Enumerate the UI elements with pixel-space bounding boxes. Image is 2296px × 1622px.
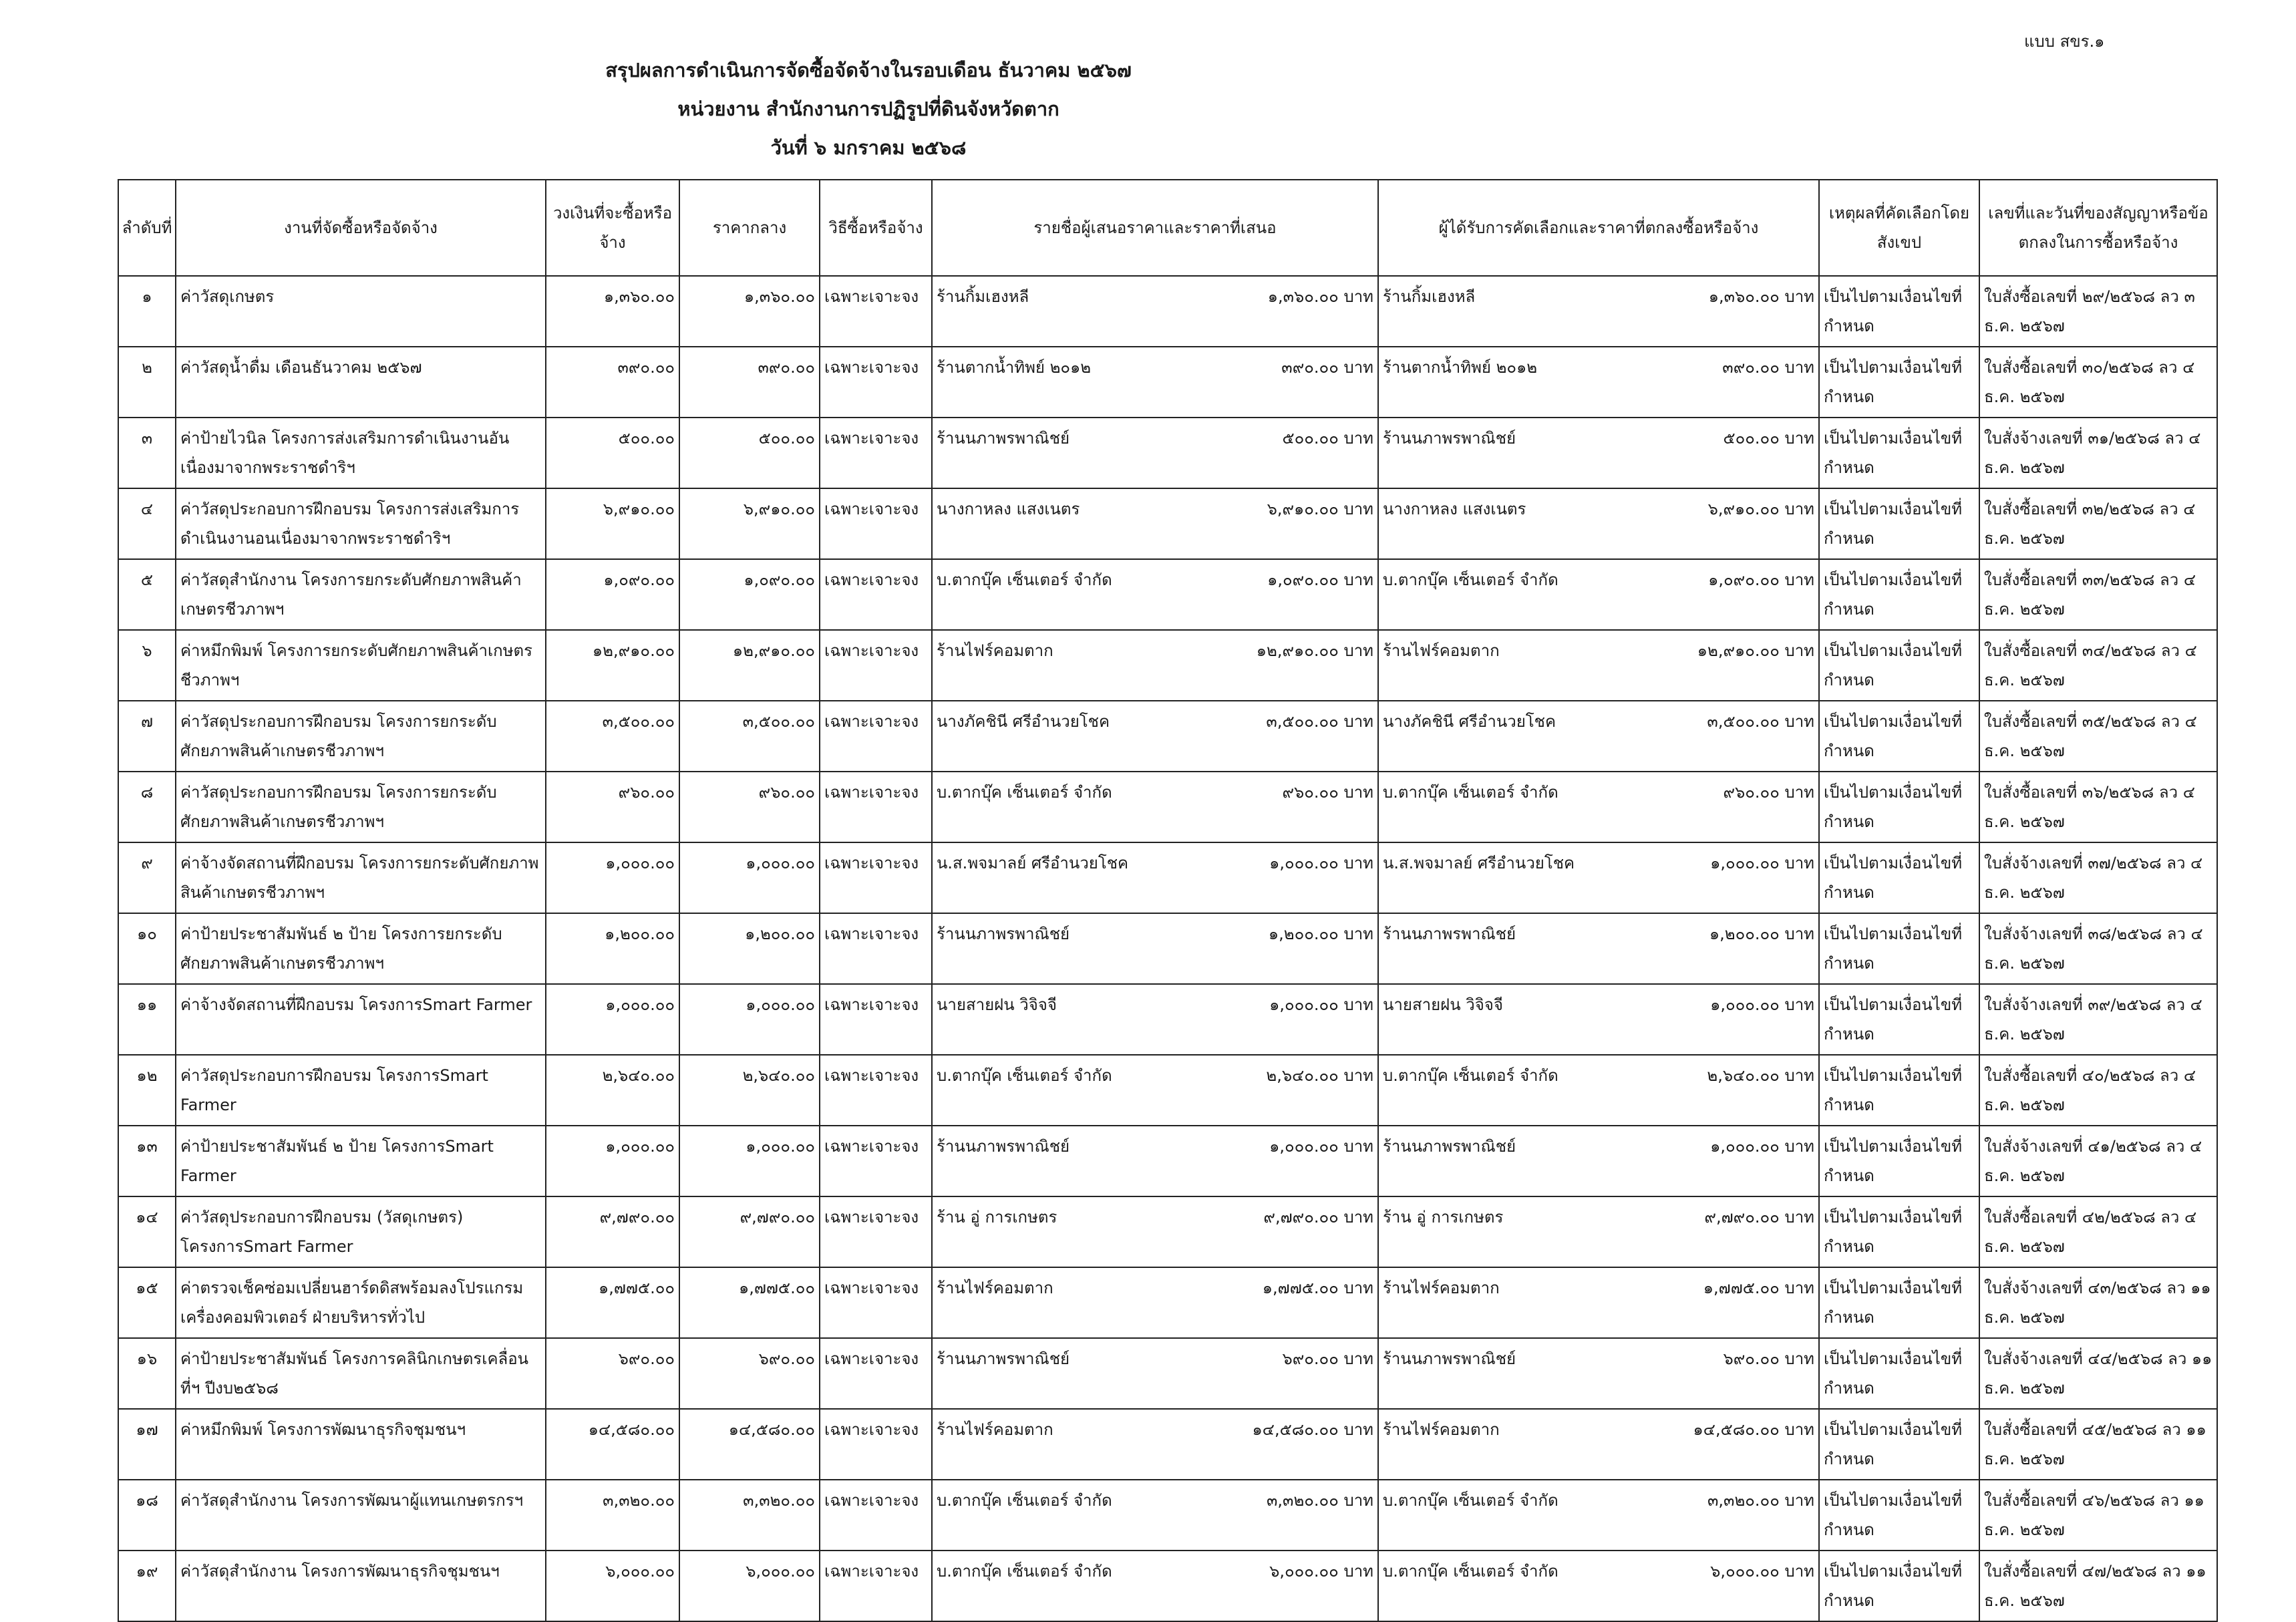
row-winner-cell [1378,1267,1819,1338]
row-winner: ร้านนภาพรพาณิชย์ [1383,1137,1516,1156]
col-header-no: ลำดับที่ [118,180,176,276]
row-winner: ร้านไฟร์คอมตาก [1383,1279,1500,1297]
table-row [118,1480,2217,1551]
row-bid-price: ๕๐๐.๐๐ บาท [1282,429,1373,448]
row-budget: ๑,๐๐๐.๐๐ [546,984,679,1055]
row-no: ๗ [118,701,176,772]
row-winner: ร้านนภาพรพาณิชย์ [1383,925,1516,943]
row-winner: ร้านไฟร์คอมตาก [1383,641,1500,660]
row-winner-cell [1378,418,1819,488]
row-item: ค่าวัสดุเกษตร [176,276,546,347]
row-bidder: น.ส.พจมาลย์ ศรีอำนวยโชค [937,854,1129,872]
table-row [118,984,2217,1055]
row-contract: ใบสั่งซื้อเลขที่ ๔๐/๒๕๖๘ ลว ๔ ธ.ค. ๒๕๖๗ [1979,1055,2217,1126]
row-median: ๓,๓๒๐.๐๐ [679,1480,820,1551]
document-title: สรุปผลการดำเนินการจัดซื้อจัดจ้างในรอบเดือน ธันวาคม ๒๕๖๗ [605,59,1132,82]
row-winner: ร้านนภาพรพาณิชย์ [1383,429,1516,448]
row-bid-price: ๑๒,๙๑๐.๐๐ บาท [1256,641,1373,660]
row-winner: นางภัคชินี ศรีอำนวยโชค [1383,712,1556,731]
row-item: ค่าวัสดุประกอบการฝึกอบรม โครงการส่งเสริมการดำเนินงานอนเนื่องมาจากพระราชดำริฯ [176,488,546,559]
row-win-price: ๑,๐๐๐.๐๐ บาท [1710,1137,1814,1156]
row-bidder-cell [932,984,1378,1055]
row-reason: เป็นไปตามเงื่อนไขที่กำหนด [1819,1338,1979,1409]
row-win-price: ๙,๗๙๐.๐๐ บาท [1704,1208,1814,1227]
row-median: ๑,๐๙๐.๐๐ [679,559,820,630]
row-contract: ใบสั่งซื้อเลขที่ ๓๖/๒๕๖๘ ลว ๔ ธ.ค. ๒๕๖๗ [1979,772,2217,842]
row-bid-price: ๖,๙๑๐.๐๐ บาท [1267,500,1373,518]
row-bid-price: ๑,๐๐๐.๐๐ บาท [1269,854,1373,872]
row-method: เฉพาะเจาะจง [820,1196,932,1267]
row-median: ๒,๖๔๐.๐๐ [679,1055,820,1126]
row-bidder-cell [932,1409,1378,1480]
table-row [118,1409,2217,1480]
row-bid-price: ๑,๐๐๐.๐๐ บาท [1269,995,1373,1014]
row-no: ๑๗ [118,1409,176,1480]
row-winner-cell [1378,488,1819,559]
row-item: ค่าหมึกพิมพ์ โครงการพัฒนาธุรกิจชุมชนฯ [176,1409,546,1480]
row-bid-price: ๑๔,๕๘๐.๐๐ บาท [1252,1420,1373,1439]
row-budget: ๑,๐๐๐.๐๐ [546,1126,679,1196]
row-contract: ใบสั่งซื้อเลขที่ ๔๖/๒๕๖๘ ลว ๑๑ ธ.ค. ๒๕๖๗ [1979,1480,2217,1551]
row-contract: ใบสั่งจ้างเลขที่ ๔๑/๒๕๖๘ ลว ๔ ธ.ค. ๒๕๖๗ [1979,1126,2217,1196]
row-method: เฉพาะเจาะจง [820,1267,932,1338]
row-budget: ๓,๓๒๐.๐๐ [546,1480,679,1551]
row-budget: ๑,๐๐๐.๐๐ [546,842,679,913]
row-item: ค่าวัสดุประกอบการฝึกอบรม โครงการยกระดับศักยภาพสินค้าเกษตรชีวภาพฯ [176,772,546,842]
row-reason: เป็นไปตามเงื่อนไขที่กำหนด [1819,1055,1979,1126]
row-bidder-cell [932,559,1378,630]
row-bid-price: ๖๙๐.๐๐ บาท [1282,1349,1373,1368]
row-median: ๑,๐๐๐.๐๐ [679,842,820,913]
row-bidder-cell [932,276,1378,347]
row-budget: ๙๖๐.๐๐ [546,772,679,842]
table-row [118,488,2217,559]
col-header-bidders: รายชื่อผู้เสนอราคาและราคาที่เสนอ [932,180,1378,276]
row-no: ๑๘ [118,1480,176,1551]
row-win-price: ๓๙๐.๐๐ บาท [1722,358,1814,377]
row-bidder-cell [932,1055,1378,1126]
row-median: ๓๙๐.๐๐ [679,347,820,418]
row-contract: ใบสั่งซื้อเลขที่ ๔๕/๒๕๖๘ ลว ๑๑ ธ.ค. ๒๕๖๗ [1979,1409,2217,1480]
row-win-price: ๖,๙๑๐.๐๐ บาท [1707,500,1814,518]
row-no: ๑๖ [118,1338,176,1409]
row-item: ค่าจ้างจัดสถานที่ฝึกอบรม โครงการยกระดับศักยภาพสินค้าเกษตรชีวภาพฯ [176,842,546,913]
row-contract: ใบสั่งจ้างเลขที่ ๓๘/๒๕๖๘ ลว ๔ ธ.ค. ๒๕๖๗ [1979,913,2217,984]
row-bid-price: ๙๖๐.๐๐ บาท [1282,783,1373,802]
col-header-reason: เหตุผลที่คัดเลือกโดยสังเขป [1819,180,1979,276]
row-median: ๑,๐๐๐.๐๐ [679,984,820,1055]
row-win-price: ๑,๒๐๐.๐๐ บาท [1709,925,1814,943]
row-reason: เป็นไปตามเงื่อนไขที่กำหนด [1819,559,1979,630]
row-reason: เป็นไปตามเงื่อนไขที่กำหนด [1819,418,1979,488]
row-winner: น.ส.พจมาลย์ ศรีอำนวยโชค [1383,854,1575,872]
row-win-price: ๖๙๐.๐๐ บาท [1723,1349,1814,1368]
row-method: เฉพาะเจาะจง [820,630,932,701]
row-median: ๙,๗๙๐.๐๐ [679,1196,820,1267]
col-header-contract: เลขที่และวันที่ของสัญญาหรือข้อตกลงในการซื้อหรือจ้าง [1979,180,2217,276]
row-winner-cell [1378,1338,1819,1409]
table-row [118,1267,2217,1338]
row-budget: ๑,๒๐๐.๐๐ [546,913,679,984]
row-bidder-cell [932,842,1378,913]
row-bid-price: ๑,๓๖๐.๐๐ บาท [1267,287,1373,306]
row-reason: เป็นไปตามเงื่อนไขที่กำหนด [1819,1267,1979,1338]
row-winner-cell [1378,1551,1819,1621]
row-bidder-cell [932,347,1378,418]
row-method: เฉพาะเจาะจง [820,842,932,913]
row-no: ๑๑ [118,984,176,1055]
row-method: เฉพาะเจาะจง [820,913,932,984]
row-reason: เป็นไปตามเงื่อนไขที่กำหนด [1819,1409,1979,1480]
row-bidder: ร้านนภาพรพาณิชย์ [937,1349,1070,1368]
row-win-price: ๑,๗๗๕.๐๐ บาท [1703,1279,1814,1297]
row-median: ๕๐๐.๐๐ [679,418,820,488]
table-row [118,1551,2217,1621]
row-item: ค่าวัสดุน้ำดื่ม เดือนธันวาคม ๒๕๖๗ [176,347,546,418]
row-bid-price: ๑,๒๐๐.๐๐ บาท [1268,925,1373,943]
row-no: ๑ [118,276,176,347]
row-bidder: ร้านนภาพรพาณิชย์ [937,429,1070,448]
row-bidder: บ.ตากบุ๊ค เซ็นเตอร์ จำกัด [937,571,1112,589]
row-contract: ใบสั่งซื้อเลขที่ ๓๐/๒๕๖๘ ลว ๔ ธ.ค. ๒๕๖๗ [1979,347,2217,418]
row-budget: ๙,๗๙๐.๐๐ [546,1196,679,1267]
row-winner-cell [1378,1480,1819,1551]
row-item: ค่าป้ายไวนิล โครงการส่งเสริมการดำเนินงานอันเนื่องมาจากพระราชดำริฯ [176,418,546,488]
row-bidder: ร้าน อู่ การเกษตร [937,1208,1057,1227]
row-winner-cell [1378,559,1819,630]
row-item: ค่าวัสดุประกอบการฝึกอบรม โครงการSmart Farmer [176,1055,546,1126]
row-no: ๖ [118,630,176,701]
row-contract: ใบสั่งซื้อเลขที่ ๓๓/๒๕๖๘ ลว ๔ ธ.ค. ๒๕๖๗ [1979,559,2217,630]
row-budget: ๖,๙๑๐.๐๐ [546,488,679,559]
row-contract: ใบสั่งจ้างเลขที่ ๓๗/๒๕๖๘ ลว ๔ ธ.ค. ๒๕๖๗ [1979,842,2217,913]
row-contract: ใบสั่งจ้างเลขที่ ๔๔/๒๕๖๘ ลว ๑๑ ธ.ค. ๒๕๖๗ [1979,1338,2217,1409]
row-item: ค่าวัสดุสำนักงาน โครงการพัฒนาธุรกิจชุมชนฯ [176,1551,546,1621]
table-row [118,842,2217,913]
row-contract: ใบสั่งซื้อเลขที่ ๓๒/๒๕๖๘ ลว ๔ ธ.ค. ๒๕๖๗ [1979,488,2217,559]
row-method: เฉพาะเจาะจง [820,984,932,1055]
row-winner: นางกาหลง แสงเนตร [1383,500,1526,518]
row-contract: ใบสั่งจ้างเลขที่ ๓๑/๒๕๖๘ ลว ๔ ธ.ค. ๒๕๖๗ [1979,418,2217,488]
row-winner: บ.ตากบุ๊ค เซ็นเตอร์ จำกัด [1383,1491,1559,1510]
row-bidder: บ.ตากบุ๊ค เซ็นเตอร์ จำกัด [937,783,1112,802]
row-bid-price: ๖,๐๐๐.๐๐ บาท [1269,1562,1373,1581]
row-item: ค่าวัสดุประกอบการฝึกอบรม โครงการยกระดับศักยภาพสินค้าเกษตรชีวภาพฯ [176,701,546,772]
table-row [118,347,2217,418]
row-winner-cell [1378,1055,1819,1126]
row-bidder-cell [932,1126,1378,1196]
row-reason: เป็นไปตามเงื่อนไขที่กำหนด [1819,347,1979,418]
row-item: ค่าตรวจเช็คซ่อมเปลี่ยนฮาร์ดดิสพร้อมลงโปรแกรมเครื่องคอมพิวเตอร์ ฝ่ายบริหารทั่วไป [176,1267,546,1338]
date-line: วันที่ ๖ มกราคม ๒๕๖๘ [770,136,967,159]
row-bidder-cell [932,630,1378,701]
row-win-price: ๖,๐๐๐.๐๐ บาท [1710,1562,1814,1581]
procurement-table [118,179,2218,1622]
row-method: เฉพาะเจาะจง [820,559,932,630]
table-row [118,701,2217,772]
row-reason: เป็นไปตามเงื่อนไขที่กำหนด [1819,913,1979,984]
row-reason: เป็นไปตามเงื่อนไขที่กำหนด [1819,1480,1979,1551]
row-no: ๑๐ [118,913,176,984]
row-median: ๑,๐๐๐.๐๐ [679,1126,820,1196]
row-budget: ๑๔,๕๘๐.๐๐ [546,1409,679,1480]
row-bid-price: ๙,๗๙๐.๐๐ บาท [1263,1208,1373,1227]
row-winner: ร้านกิ้มเฮงหลี [1383,287,1476,306]
row-winner-cell [1378,842,1819,913]
table-row [118,1338,2217,1409]
row-contract: ใบสั่งซื้อเลขที่ ๓๔/๒๕๖๘ ลว ๔ ธ.ค. ๒๕๖๗ [1979,630,2217,701]
table-header-row [118,180,2217,276]
row-win-price: ๓,๓๒๐.๐๐ บาท [1707,1491,1814,1510]
row-median: ๑๒,๙๑๐.๐๐ [679,630,820,701]
row-no: ๑๒ [118,1055,176,1126]
row-budget: ๒,๖๔๐.๐๐ [546,1055,679,1126]
row-bidder: นางกาหลง แสงเนตร [937,500,1080,518]
row-no: ๑๕ [118,1267,176,1338]
row-bid-price: ๑,๗๗๕.๐๐ บาท [1262,1279,1373,1297]
row-bidder: บ.ตากบุ๊ค เซ็นเตอร์ จำกัด [937,1562,1112,1581]
row-median: ๙๖๐.๐๐ [679,772,820,842]
row-no: ๑๙ [118,1551,176,1621]
row-budget: ๖๙๐.๐๐ [546,1338,679,1409]
row-reason: เป็นไปตามเงื่อนไขที่กำหนด [1819,630,1979,701]
row-winner-cell [1378,1196,1819,1267]
row-budget: ๑๒,๙๑๐.๐๐ [546,630,679,701]
row-method: เฉพาะเจาะจง [820,1551,932,1621]
row-bidder: ร้านกิ้มเฮงหลี [937,287,1029,306]
row-winner: บ.ตากบุ๊ค เซ็นเตอร์ จำกัด [1383,1066,1559,1085]
row-method: เฉพาะเจาะจง [820,772,932,842]
row-no: ๓ [118,418,176,488]
col-header-median: ราคากลาง [679,180,820,276]
row-bid-price: ๓,๓๒๐.๐๐ บาท [1267,1491,1373,1510]
row-median: ๑,๒๐๐.๐๐ [679,913,820,984]
row-winner-cell [1378,913,1819,984]
col-header-winner: ผู้ได้รับการคัดเลือกและราคาที่ตกลงซื้อหรือจ้าง [1378,180,1819,276]
row-median: ๑,๓๖๐.๐๐ [679,276,820,347]
table-row [118,418,2217,488]
row-contract: ใบสั่งจ้างเลขที่ ๔๓/๒๕๖๘ ลว ๑๑ ธ.ค. ๒๕๖๗ [1979,1267,2217,1338]
row-reason: เป็นไปตามเงื่อนไขที่กำหนด [1819,984,1979,1055]
table-row [118,1196,2217,1267]
table-row [118,1055,2217,1126]
row-bid-price: ๑,๐๙๐.๐๐ บาท [1267,571,1373,589]
row-method: เฉพาะเจาะจง [820,418,932,488]
row-winner-cell [1378,984,1819,1055]
form-code: แบบ สขร.๑ [2024,32,2105,51]
row-method: เฉพาะเจาะจง [820,1126,932,1196]
row-winner-cell [1378,276,1819,347]
row-budget: ๓,๕๐๐.๐๐ [546,701,679,772]
row-winner-cell [1378,772,1819,842]
row-method: เฉพาะเจาะจง [820,1480,932,1551]
agency-line: หน่วยงาน สำนักงานการปฏิรูปที่ดินจังหวัดตาก [677,98,1059,120]
row-method: เฉพาะเจาะจง [820,276,932,347]
row-winner-cell [1378,630,1819,701]
row-item: ค่าวัสดุสำนักงาน โครงการยกระดับศักยภาพสินค้าเกษตรชีวภาพฯ [176,559,546,630]
row-budget: ๑,๓๖๐.๐๐ [546,276,679,347]
row-bidder: ร้านไฟร์คอมตาก [937,641,1053,660]
row-win-price: ๓,๕๐๐.๐๐ บาท [1707,712,1814,731]
row-winner: ร้านตากน้ำทิพย์ ๒๐๑๒ [1383,358,1538,377]
table-row [118,772,2217,842]
row-reason: เป็นไปตามเงื่อนไขที่กำหนด [1819,1196,1979,1267]
row-winner: บ.ตากบุ๊ค เซ็นเตอร์ จำกัด [1383,1562,1559,1581]
row-method: เฉพาะเจาะจง [820,1409,932,1480]
row-bidder: บ.ตากบุ๊ค เซ็นเตอร์ จำกัด [937,1491,1112,1510]
row-item: ค่าวัสดุสำนักงาน โครงการพัฒนาผู้แทนเกษตรกรฯ [176,1480,546,1551]
row-item: ค่าป้ายประชาสัมพันธ์ ๒ ป้าย โครงการSmart Farmer [176,1126,546,1196]
row-win-price: ๑๔,๕๘๐.๐๐ บาท [1693,1420,1814,1439]
row-win-price: ๙๖๐.๐๐ บาท [1723,783,1814,802]
table-body [118,276,2217,1621]
row-bidder: บ.ตากบุ๊ค เซ็นเตอร์ จำกัด [937,1066,1112,1085]
table-row [118,559,2217,630]
row-item: ค่าป้ายประชาสัมพันธ์ ๒ ป้าย โครงการยกระดับศักยภาพสินค้าเกษตรชีวภาพฯ [176,913,546,984]
row-item: ค่าวัสดุประกอบการฝึกอบรม (วัสดุเกษตร) โครงการSmart Farmer [176,1196,546,1267]
row-method: เฉพาะเจาะจง [820,1055,932,1126]
row-winner-cell [1378,1409,1819,1480]
row-bid-price: ๑,๐๐๐.๐๐ บาท [1269,1137,1373,1156]
row-winner-cell [1378,1126,1819,1196]
row-winner-cell [1378,347,1819,418]
row-contract: ใบสั่งซื้อเลขที่ ๔๒/๒๕๖๘ ลว ๔ ธ.ค. ๒๕๖๗ [1979,1196,2217,1267]
col-header-method: วิธีซื้อหรือจ้าง [820,180,932,276]
row-win-price: ๑๒,๙๑๐.๐๐ บาท [1697,641,1814,660]
row-budget: ๑,๐๙๐.๐๐ [546,559,679,630]
row-median: ๓,๕๐๐.๐๐ [679,701,820,772]
row-reason: เป็นไปตามเงื่อนไขที่กำหนด [1819,772,1979,842]
row-bid-price: ๒,๖๔๐.๐๐ บาท [1266,1066,1373,1085]
row-budget: ๓๙๐.๐๐ [546,347,679,418]
row-reason: เป็นไปตามเงื่อนไขที่กำหนด [1819,1126,1979,1196]
table-row [118,1126,2217,1196]
row-bidder-cell [932,1196,1378,1267]
row-winner: ร้านนภาพรพาณิชย์ [1383,1349,1516,1368]
row-no: ๕ [118,559,176,630]
row-win-price: ๑,๐๐๐.๐๐ บาท [1710,854,1814,872]
row-budget: ๕๐๐.๐๐ [546,418,679,488]
row-median: ๖๙๐.๐๐ [679,1338,820,1409]
row-win-price: ๕๐๐.๐๐ บาท [1723,429,1814,448]
row-bidder: ร้านนภาพรพาณิชย์ [937,1137,1070,1156]
row-bidder-cell [932,418,1378,488]
row-budget: ๖,๐๐๐.๐๐ [546,1551,679,1621]
row-reason: เป็นไปตามเงื่อนไขที่กำหนด [1819,276,1979,347]
row-reason: เป็นไปตามเงื่อนไขที่กำหนด [1819,842,1979,913]
row-bidder-cell [932,488,1378,559]
row-bidder: ร้านไฟร์คอมตาก [937,1279,1053,1297]
row-bidder: นายสายฝน วิจิจจี [937,995,1057,1014]
row-reason: เป็นไปตามเงื่อนไขที่กำหนด [1819,1551,1979,1621]
row-win-price: ๑,๐๐๐.๐๐ บาท [1710,995,1814,1014]
row-bidder-cell [932,913,1378,984]
row-method: เฉพาะเจาะจง [820,701,932,772]
row-item: ค่าจ้างจัดสถานที่ฝึกอบรม โครงการSmart Farmer [176,984,546,1055]
row-method: เฉพาะเจาะจง [820,347,932,418]
row-winner: นายสายฝน วิจิจจี [1383,995,1503,1014]
row-bidder-cell [932,701,1378,772]
row-winner-cell [1378,701,1819,772]
row-bidder: นางภัคชินี ศรีอำนวยโชค [937,712,1110,731]
col-header-budget: วงเงินที่จะซื้อหรือจ้าง [546,180,679,276]
document-header [0,51,1737,167]
row-bidder-cell [932,1551,1378,1621]
row-budget: ๑,๗๗๕.๐๐ [546,1267,679,1338]
row-item: ค่าป้ายประชาสัมพันธ์ โครงการคลินิกเกษตรเคลื่อนที่ฯ ปีงบ๒๕๖๘ [176,1338,546,1409]
row-median: ๑,๗๗๕.๐๐ [679,1267,820,1338]
row-bidder-cell [932,1338,1378,1409]
row-win-price: ๑,๐๙๐.๐๐ บาท [1708,571,1814,589]
row-winner: บ.ตากบุ๊ค เซ็นเตอร์ จำกัด [1383,571,1559,589]
row-median: ๖,๙๑๐.๐๐ [679,488,820,559]
row-item: ค่าหมึกพิมพ์ โครงการยกระดับศักยภาพสินค้าเกษตรชีวภาพฯ [176,630,546,701]
row-bidder: ร้านตากน้ำทิพย์ ๒๐๑๒ [937,358,1092,377]
row-contract: ใบสั่งซื้อเลขที่ ๓๕/๒๕๖๘ ลว ๔ ธ.ค. ๒๕๖๗ [1979,701,2217,772]
row-bid-price: ๓,๕๐๐.๐๐ บาท [1266,712,1373,731]
row-bidder-cell [932,772,1378,842]
row-contract: ใบสั่งจ้างเลขที่ ๓๙/๒๕๖๘ ลว ๔ ธ.ค. ๒๕๖๗ [1979,984,2217,1055]
table-row [118,913,2217,984]
row-bid-price: ๓๙๐.๐๐ บาท [1281,358,1373,377]
row-bidder: ร้านไฟร์คอมตาก [937,1420,1053,1439]
row-method: เฉพาะเจาะจง [820,488,932,559]
table-row [118,630,2217,701]
row-bidder-cell [932,1480,1378,1551]
row-no: ๑๓ [118,1126,176,1196]
row-median: ๑๔,๕๘๐.๐๐ [679,1409,820,1480]
row-winner: ร้านไฟร์คอมตาก [1383,1420,1500,1439]
row-winner: บ.ตากบุ๊ค เซ็นเตอร์ จำกัด [1383,783,1559,802]
row-win-price: ๒,๖๔๐.๐๐ บาท [1707,1066,1814,1085]
row-no: ๑๔ [118,1196,176,1267]
table-row [118,276,2217,347]
row-no: ๒ [118,347,176,418]
row-no: ๘ [118,772,176,842]
row-median: ๖,๐๐๐.๐๐ [679,1551,820,1621]
row-winner: ร้าน อู่ การเกษตร [1383,1208,1504,1227]
row-method: เฉพาะเจาะจง [820,1338,932,1409]
row-contract: ใบสั่งซื้อเลขที่ ๔๗/๒๕๖๘ ลว ๑๑ ธ.ค. ๒๕๖๗ [1979,1551,2217,1621]
row-bidder: ร้านนภาพรพาณิชย์ [937,925,1070,943]
row-reason: เป็นไปตามเงื่อนไขที่กำหนด [1819,701,1979,772]
row-contract: ใบสั่งซื้อเลขที่ ๒๙/๒๕๖๘ ลว ๓ ธ.ค. ๒๕๖๗ [1979,276,2217,347]
row-no: ๔ [118,488,176,559]
col-header-item: งานที่จัดซื้อหรือจัดจ้าง [176,180,546,276]
row-bidder-cell [932,1267,1378,1338]
row-reason: เป็นไปตามเงื่อนไขที่กำหนด [1819,488,1979,559]
row-win-price: ๑,๓๖๐.๐๐ บาท [1708,287,1814,306]
row-no: ๙ [118,842,176,913]
